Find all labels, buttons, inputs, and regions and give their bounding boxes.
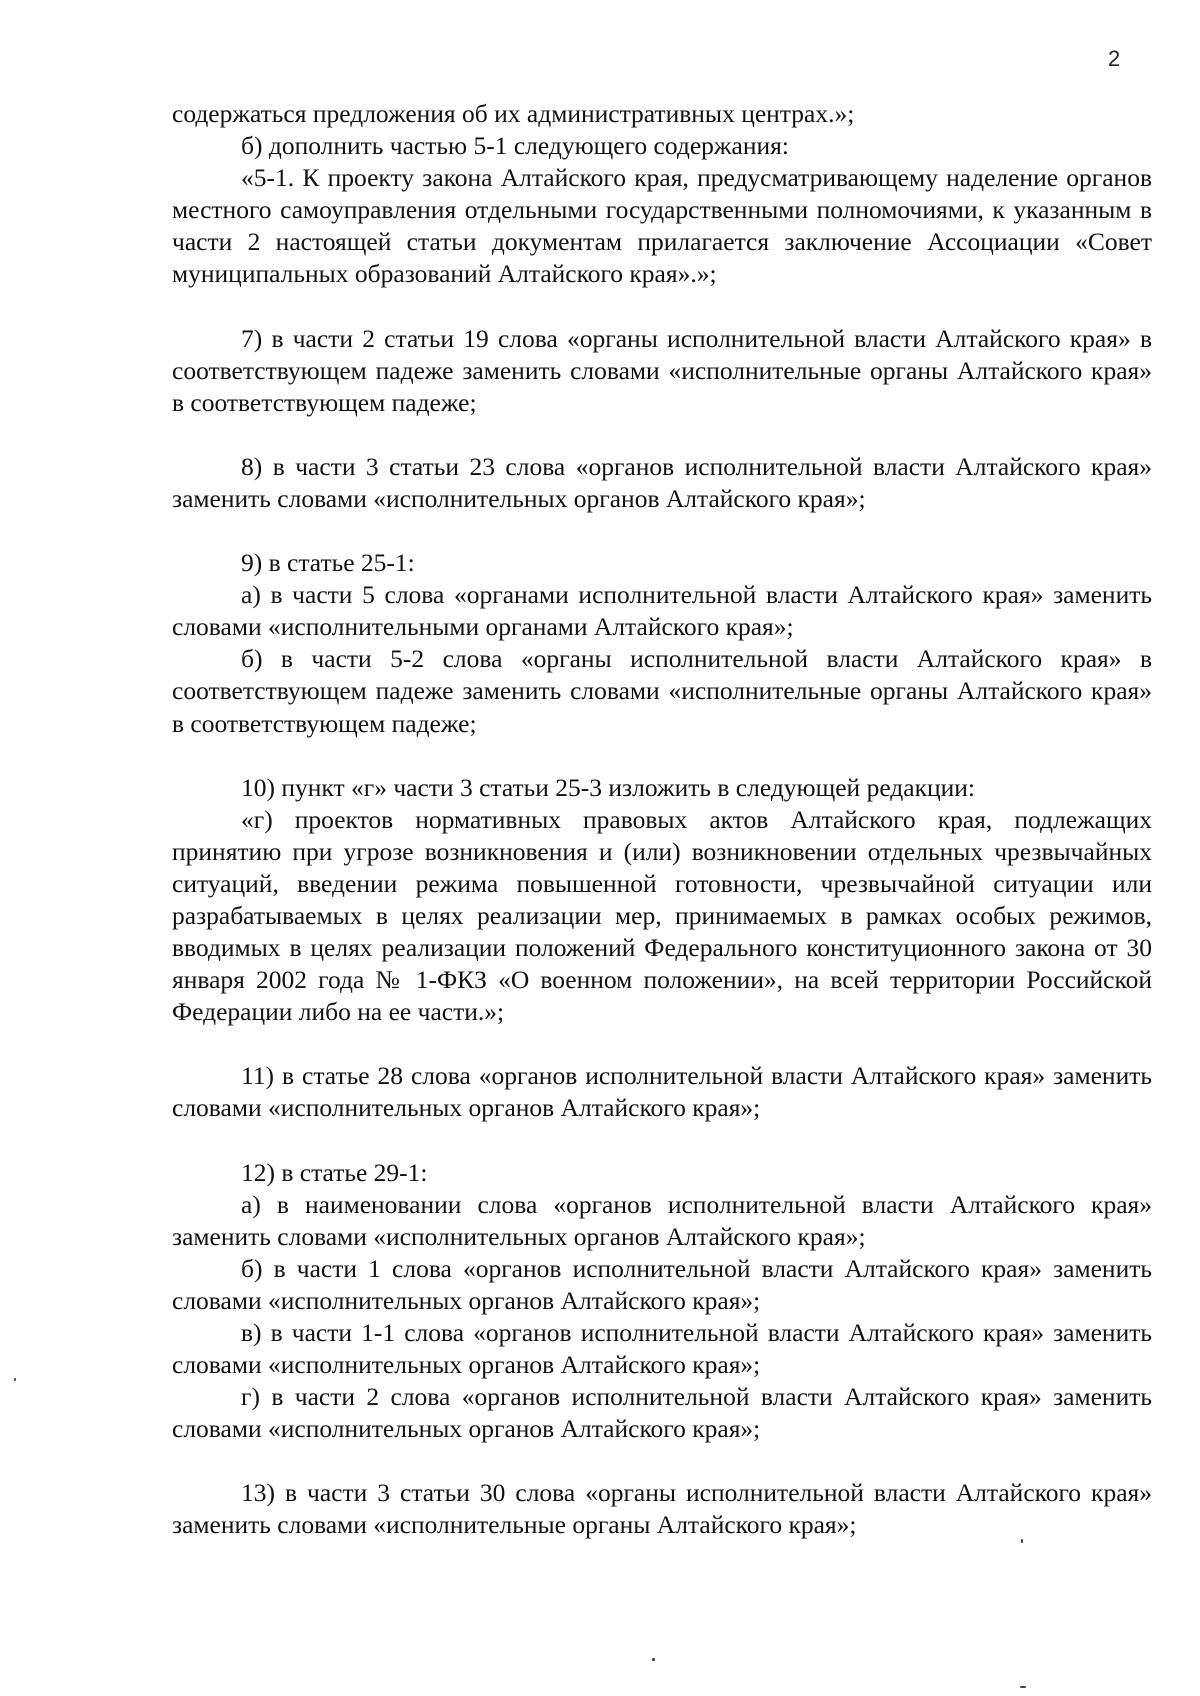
paragraph: а) в наименовании слова «органов исполнительной власти Алтайского края» заменить словами «исполнительных органов Алтайского края»; [172, 1189, 1152, 1251]
paragraph: 11) в статье 28 слова «органов исполнительной власти Алтайского края» заменить словами «исполнительных органов Алтайского края»; [172, 1061, 1152, 1123]
paragraph: б) в части 1 слова «органов исполнительной власти Алтайского края» заменить словами «исполнительных органов Алтайского края»; [172, 1253, 1152, 1315]
paragraph: 9) в статье 25-1: [241, 548, 415, 578]
paragraph: в) в части 1-1 слова «органов исполнительной власти Алтайского края» заменить словами «исполнительных органов Алтайского края»; [172, 1318, 1152, 1380]
scan-speck [652, 1658, 655, 1661]
document-body [172, 98, 1152, 1542]
paragraph: б) в части 5-2 слова «органы исполнительной власти Алтайского края» в соответствующем падеже заменить словами «исполнительные органы Алтайского края» в соответствующем падеже; [172, 644, 1152, 738]
paragraph: б) дополнить частью 5-1 следующего содержания: [241, 131, 789, 161]
scan-speck [14, 1378, 16, 1381]
paragraph: 8) в части 3 статьи 23 слова «органов исполнительной власти Алтайского края» заменить словами «исполнительных органов Алтайского края»; [172, 451, 1152, 513]
paragraph: 12) в статье 29-1: [241, 1157, 428, 1187]
scan-speck [1021, 1539, 1023, 1543]
paragraph: «г) проектов нормативных правовых актов Алтайского края, подлежащих принятию при угрозе возникновения и (или) возникновении отдельных чрезвычайных ситуаций, введении режима повышенной готовности, чрезвычайной ситуации или разрабатываемых в целях реализации мер, принимаемых в рамках особых режимов, вводимых в целях реализации положений Федерального конституционного закона от 30 января 2002 года № 1-ФКЗ «О военном положении», на всей территории Российской Федерации либо на ее части.»; [172, 804, 1152, 1027]
paragraph: 13) в части 3 статьи 30 слова «органы исполнительной власти Алтайского края» заменить словами «исполнительные органы Алтайского края»; [172, 1478, 1152, 1540]
paragraph: содержаться предложения об их административных центрах.»; [172, 99, 855, 128]
paragraph: г) в части 2 слова «органов исполнительной власти Алтайского края» заменить словами «исполнительных органов Алтайского края»; [172, 1382, 1152, 1444]
paragraph: а) в части 5 слова «органами исполнительной власти Алтайского края» заменить словами «исполнительными органами Алтайского края»; [172, 580, 1152, 642]
scan-speck [1020, 1686, 1026, 1688]
paragraph: «5-1. К проекту закона Алтайского края, предусматривающему наделение органов местного самоуправления отдельными государственными полномочиями, к указанным в части 2 настоящей статьи документам прилагается заключение Ассоциации «Совет муниципальных образований Алтайского края».»; [172, 163, 1152, 289]
page-number: 2 [1108, 46, 1121, 71]
paragraph: 7) в части 2 статьи 19 слова «органы исполнительной власти Алтайского края» в соответствующем падеже заменить словами «исполнительные органы Алтайского края» в соответствующем падеже; [172, 323, 1152, 417]
paragraph: 10) пункт «г» части 3 статьи 25-3 изложить в следующей редакции: [241, 772, 976, 802]
